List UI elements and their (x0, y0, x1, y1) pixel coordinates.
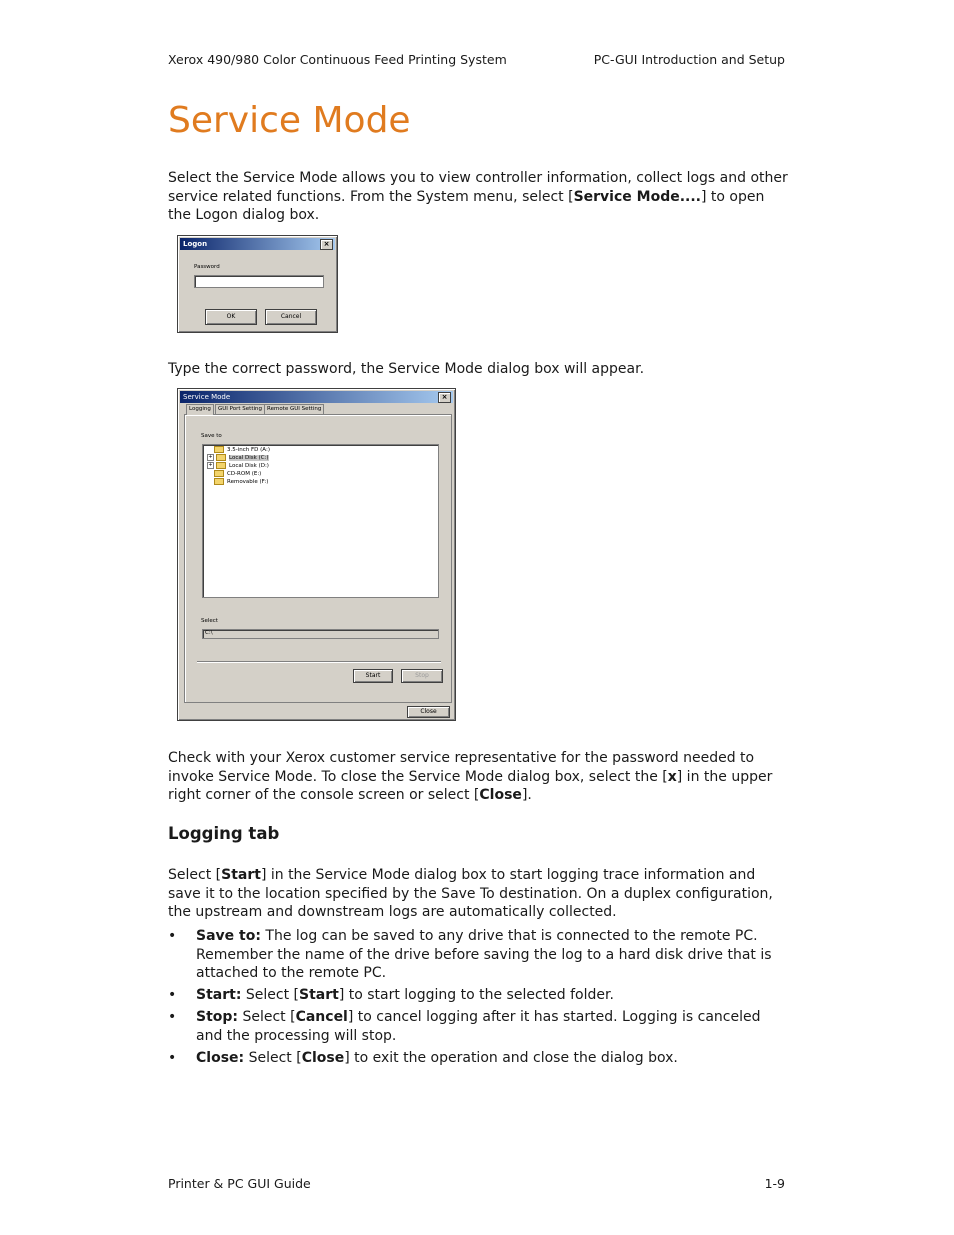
tree-item[interactable]: CD-ROM (E:) (207, 470, 261, 478)
expand-icon[interactable]: + (208, 462, 213, 468)
page-title: Service Mode (168, 100, 411, 141)
tree-item[interactable]: + Local Disk (C:) (208, 454, 269, 461)
folder-tree[interactable] (202, 444, 439, 598)
page-number: 1-9 (764, 1176, 785, 1191)
select-field[interactable]: C:\ (202, 629, 439, 639)
divider (197, 661, 441, 663)
instruction-paragraph: Type the correct password, the Service Mode dialog box will appear. (168, 361, 645, 377)
tab-panel (184, 414, 452, 703)
service-mode-dialog (177, 388, 456, 721)
close-icon[interactable]: × (438, 392, 451, 403)
bullet-list (168, 927, 788, 1071)
folder-icon (216, 462, 226, 469)
list-item: • Save to: The log can be saved to any drive that is connected to the remote PC. Remember the name of the drive before saving the log to a hard disk drive that is attached to the remote PC. (168, 928, 772, 981)
select-label: Select (201, 618, 218, 624)
stop-button[interactable]: Stop (401, 669, 443, 683)
ok-button[interactable]: OK (205, 309, 257, 325)
folder-icon (214, 478, 224, 485)
section-heading: Logging tab (168, 824, 280, 843)
tree-item[interactable]: Removable (F:) (207, 478, 268, 486)
list-item: • Stop: Select [Cancel] to cancel logging after it has started. Logging is canceled and the processing will stop. (168, 1009, 761, 1044)
logon-title-bar: Logon × (180, 238, 335, 250)
expand-icon[interactable]: + (208, 454, 213, 460)
tree-item[interactable]: 3.5-inch FD (A:) (207, 446, 270, 454)
folder-icon (214, 470, 224, 477)
folder-icon (214, 446, 224, 453)
password-note-paragraph: Check with your Xerox customer service representative for the password needed to invoke Service Mode. To close the Service Mode dialog box, select the [x] in the upper right corner of the console screen or select [Close]. (168, 750, 773, 803)
tab-logging[interactable]: Logging (186, 404, 214, 415)
close-button[interactable]: Close (407, 706, 450, 718)
password-label: Password (194, 264, 220, 270)
save-to-label: Save to (201, 433, 222, 439)
logon-dialog (177, 235, 338, 333)
tree-item[interactable]: + Local Disk (D:) (208, 462, 269, 469)
cancel-button[interactable]: Cancel (265, 309, 317, 325)
start-button[interactable]: Start (353, 669, 393, 683)
list-item: • Start: Select [Start] to start logging to the selected folder. (168, 987, 614, 1003)
running-header-left: Xerox 490/980 Color Continuous Feed Printing System (168, 52, 507, 67)
footer-left: Printer & PC GUI Guide (168, 1176, 311, 1191)
logging-paragraph: Select [Start] in the Service Mode dialog box to start logging trace information and save it to the location specified by the Save To destination. On a duplex configuration, the upstream and downstream logs are automatically collected. (168, 867, 773, 920)
running-header-right: PC-GUI Introduction and Setup (593, 52, 785, 67)
service-title-bar: Service Mode × (180, 391, 453, 403)
tab-gui-port-setting[interactable]: GUI Port Setting (215, 404, 265, 414)
folder-icon (216, 454, 226, 461)
intro-paragraph: Select the Service Mode allows you to view controller information, collect logs and other service related functions. From the System menu, select [Service Mode....] to open the Logon dialog box. (168, 170, 788, 223)
tab-remote-gui-setting[interactable]: Remote GUI Setting (264, 404, 324, 414)
password-field[interactable] (194, 275, 324, 288)
list-item: • Close: Select [Close] to exit the operation and close the dialog box. (168, 1049, 678, 1066)
close-icon[interactable]: × (320, 239, 333, 250)
